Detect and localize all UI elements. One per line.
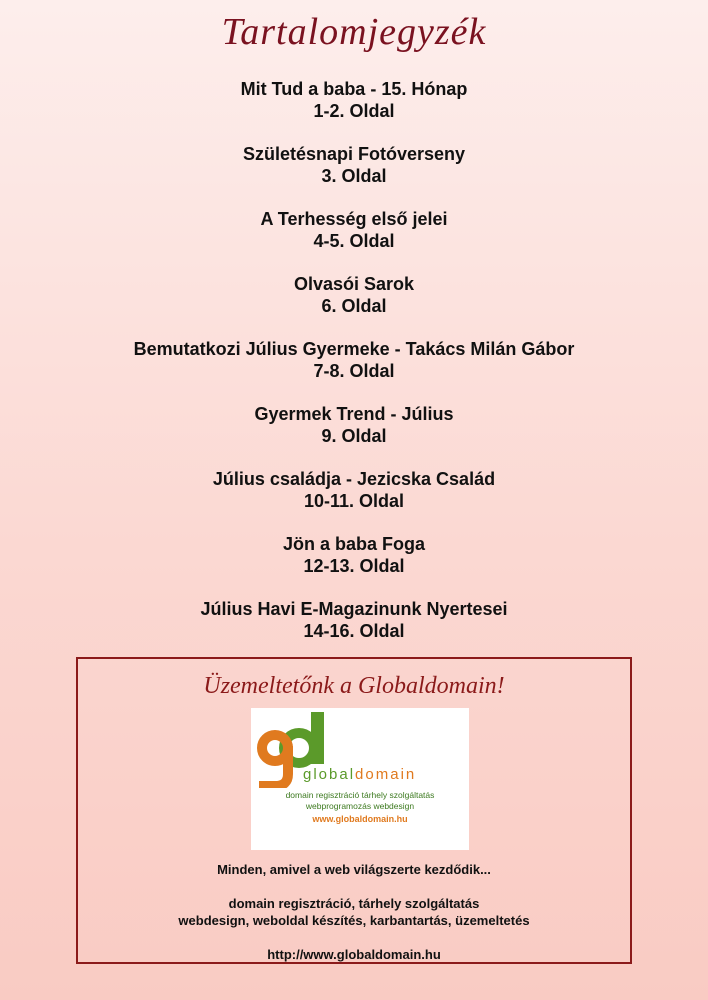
toc-entry-title: Mit Tud a baba - 15. Hónap bbox=[240, 79, 468, 99]
toc-entry-title: Július családja - Jezicska Család bbox=[212, 469, 496, 489]
toc-entry bbox=[0, 468, 708, 533]
toc-entry-title: Jön a baba Foga bbox=[282, 534, 426, 554]
logo-tagline-1: domain regisztráció tárhely szolgáltatás bbox=[285, 790, 435, 800]
toc-entry-page: 10-11. Oldal bbox=[303, 491, 405, 511]
toc-entry bbox=[0, 533, 708, 598]
toc-entry-title: Gyermek Trend - Július bbox=[254, 404, 454, 424]
toc-entry bbox=[0, 78, 708, 143]
toc-entry bbox=[0, 598, 708, 663]
sponsor-box bbox=[76, 657, 632, 964]
toc-entry-title: Július Havi E-Magazinunk Nyertesei bbox=[200, 599, 508, 619]
toc-entry bbox=[0, 143, 708, 208]
toc-entry-page: 3. Oldal bbox=[321, 166, 387, 186]
logo-tagline-2: webprogramozás webdesign bbox=[305, 801, 415, 811]
toc-entry-title: Születésnapi Fotóverseny bbox=[242, 144, 466, 164]
sponsor-services-2: webdesign, weboldal készítés, karbantartás, üzemeltetés bbox=[178, 913, 530, 928]
page-title: Tartalomjegyzék bbox=[221, 11, 487, 53]
toc-entry bbox=[0, 208, 708, 273]
sponsor-tagline: Minden, amivel a web világszerte kezdődik... bbox=[217, 862, 491, 877]
sponsor-services-1: domain regisztráció, tárhely szolgáltatás bbox=[228, 896, 480, 911]
logo-url: www.globaldomain.hu bbox=[312, 814, 408, 824]
toc-entry-page: 9. Oldal bbox=[321, 426, 387, 446]
toc-entry-page: 4-5. Oldal bbox=[313, 231, 395, 251]
toc-entry bbox=[0, 338, 708, 403]
toc-entry-page: 6. Oldal bbox=[321, 296, 387, 316]
toc-entry-page: 12-13. Oldal bbox=[303, 556, 405, 576]
toc-entry-title: Olvasói Sarok bbox=[293, 274, 415, 294]
toc-entry-page: 7-8. Oldal bbox=[313, 361, 395, 381]
toc-entry-title: Bemutatkozi Július Gyermeke - Takács Milán Gábor bbox=[133, 339, 575, 359]
logo-wordmark: globaldomain bbox=[303, 766, 417, 783]
toc-entry-page: 14-16. Oldal bbox=[303, 621, 405, 641]
table-of-contents bbox=[0, 78, 708, 663]
sponsor-heading: Üzemeltetőnk a Globaldomain! bbox=[203, 673, 505, 699]
toc-entry bbox=[0, 403, 708, 468]
toc-entry-title: A Terhesség első jelei bbox=[260, 209, 448, 229]
toc-entry-page: 1-2. Oldal bbox=[313, 101, 395, 121]
toc-entry bbox=[0, 273, 708, 338]
sponsor-url-link[interactable]: http://www.globaldomain.hu bbox=[267, 947, 441, 962]
globaldomain-logo bbox=[251, 708, 469, 850]
